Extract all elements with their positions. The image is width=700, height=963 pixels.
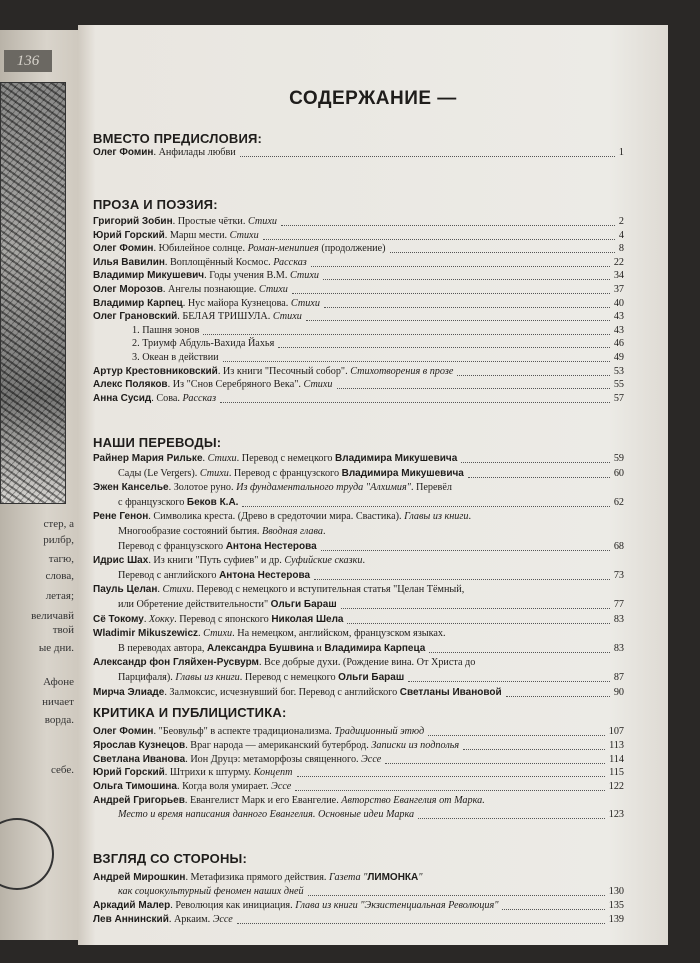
leader-dots	[295, 790, 604, 791]
entry-author: Олег Грановский	[93, 311, 178, 323]
entry-title: . Простые чётки.	[172, 216, 248, 227]
entry-author: Юрий Горский	[93, 767, 165, 779]
toc-entry	[93, 913, 624, 926]
entry-genre: Газета "	[328, 872, 368, 883]
toc-entry	[93, 583, 624, 596]
entry-page-number: 49	[613, 352, 624, 363]
entry-translator: Ольги Бараш	[338, 672, 405, 683]
entry-translator: Николая Шела	[271, 613, 344, 625]
entry-author: Wladimir Mikuszewicz	[93, 628, 199, 640]
entry-author: Райнер Мария Рильке	[93, 453, 203, 464]
entry-page-number: 43	[613, 311, 624, 323]
toc-entry	[93, 725, 624, 738]
leader-dots	[237, 923, 605, 924]
facing-page-fragment: слова,	[45, 570, 74, 582]
leader-dots	[408, 681, 610, 682]
leader-dots	[418, 818, 605, 819]
entry-title: Перевод с французского	[118, 540, 226, 552]
entry-title: Сады (Le Vergers).	[118, 467, 200, 479]
section-heading: КРИТИКА И ПУБЛИЦИСТИКА:	[93, 705, 287, 720]
entry-title: Парцифаля).	[118, 672, 176, 683]
entry-genre: Хокку	[148, 613, 175, 625]
leader-dots	[429, 652, 609, 653]
toc-entry	[93, 242, 624, 255]
leader-dots	[324, 307, 610, 308]
leader-dots	[506, 696, 610, 697]
toc-entry	[93, 627, 624, 640]
toc-entry	[93, 510, 624, 523]
entry-page-number: 135	[608, 900, 624, 911]
entry-title: . Ангелы познающие.	[162, 284, 259, 295]
toc-entry	[93, 269, 624, 282]
entry-author: Сё Токому	[93, 613, 144, 625]
leader-dots	[428, 735, 605, 736]
entry-page-number: 114	[609, 753, 624, 765]
leader-dots	[385, 763, 605, 764]
entry-title: . Враг народа — американский бутерброд.	[185, 739, 372, 751]
toc-entry	[93, 452, 624, 465]
entry-genre: Записки из подполья	[371, 739, 460, 751]
entry-genre: "	[418, 872, 423, 883]
entry-title: Перевод с английского	[118, 569, 220, 581]
entry-translator: Антона Нестерова	[219, 569, 311, 581]
section-heading: ВМЕСТО ПРЕДИСЛОВИЯ:	[93, 131, 263, 146]
leader-dots	[203, 334, 609, 335]
toc-entry	[93, 753, 624, 766]
entry-title: . Из книги "Путь суфиев" и др.	[148, 555, 285, 567]
leader-dots	[311, 266, 610, 267]
entry-genre: Стихи	[207, 453, 237, 464]
entry-page-number: 90	[613, 686, 624, 698]
toc-entry	[93, 766, 624, 779]
entry-author: Пауль Целан	[93, 584, 158, 596]
leader-dots	[341, 608, 610, 609]
toc-subentry	[132, 351, 624, 364]
entry-title: . Перевёл	[410, 482, 452, 494]
entry-genre: как социокультурный феномен наших дней	[118, 886, 304, 897]
facing-page-fragment: стер, а	[43, 518, 74, 530]
entry-genre: Авторство Евангелия от Марка.	[341, 795, 485, 806]
leader-dots	[292, 293, 610, 294]
entry-title: . Нус майора Кузнецова.	[182, 297, 291, 309]
entry-page-number: 139	[608, 914, 624, 925]
entry-title: . Ион Друцэ: метаморфозы священного.	[185, 753, 362, 765]
entry-title: с французского	[118, 496, 187, 508]
entry-title: . Из книги "Песочный собор".	[217, 365, 351, 377]
entry-page-number: 1	[618, 147, 624, 158]
entry-genre: Стихи	[258, 284, 288, 295]
facing-page-fragment: Афоне	[43, 676, 74, 688]
facing-page-fragment: величавй	[31, 610, 74, 622]
entry-author: Алекс Поляков	[93, 379, 168, 391]
entry-genre: Стихи	[290, 297, 320, 309]
section-heading: ВЗГЛЯД СО СТОРОНЫ:	[93, 851, 247, 866]
entry-author: Александр фон Гляйхен-Русвурм	[93, 657, 259, 669]
entry-page-number: 37	[613, 284, 624, 295]
entry-author: Андрей Мирошкин	[93, 872, 186, 883]
entry-page-number: 115	[609, 767, 624, 779]
page-title: СОДЕРЖАНИЕ —	[289, 88, 457, 109]
leader-dots	[337, 388, 610, 389]
entry-title: . Перевод с немецкого и вступительная статья "Целан Тёмный,	[191, 584, 465, 596]
toc-entry-continuation	[118, 540, 624, 553]
entry-author: Григорий Зобин	[93, 216, 173, 227]
entry-page-number: 57	[613, 392, 624, 404]
leader-dots	[281, 225, 615, 226]
facing-page-number: 136	[4, 50, 52, 72]
facing-page	[0, 30, 78, 940]
entry-page-number: 107	[608, 726, 624, 737]
entry-author: Артур Крестовниковский	[93, 365, 218, 377]
entry-title: и	[313, 642, 325, 654]
entry-genre: Стихи	[303, 379, 333, 391]
entry-genre: Эссе	[361, 753, 382, 765]
entry-title: . Залмоксис, исчезнувший бог. Перевод с английского	[164, 686, 400, 698]
entry-genre: Главы из книги	[175, 672, 240, 683]
toc-entry	[93, 899, 624, 912]
entry-page-number: 122	[608, 781, 624, 793]
toc-entry-continuation	[118, 642, 624, 655]
entry-page-number: 60	[613, 467, 624, 479]
entry-page-number: 73	[613, 569, 624, 581]
leader-dots	[323, 279, 610, 280]
entry-page-number: 55	[613, 379, 624, 391]
entry-genre: Роман-менипиея	[247, 243, 319, 255]
entry-page-number: 59	[613, 453, 624, 464]
leader-dots	[297, 776, 606, 777]
entry-title: .	[157, 584, 163, 596]
toc-entry	[93, 378, 624, 391]
entry-genre: Стихи	[203, 628, 233, 640]
entry-genre: Стихотворения в прозе	[350, 365, 454, 377]
toc-entry	[93, 392, 624, 405]
leader-dots	[306, 320, 610, 321]
entry-title: .	[362, 555, 366, 567]
entry-title: . Метафизика прямого действия.	[185, 872, 329, 883]
toc-entry	[93, 656, 624, 669]
toc-entry-continuation	[118, 467, 624, 480]
entry-genre: Эссе	[212, 914, 233, 925]
toc-entry	[93, 794, 624, 807]
facing-page-photo	[0, 82, 66, 504]
leader-dots	[263, 239, 615, 240]
toc-entry	[93, 686, 624, 699]
entry-title: . Перевод с немецкого	[236, 453, 336, 464]
entry-page-number: 130	[608, 886, 624, 897]
entry-title: . Все добрые духи. (Рождение вина. От Христа до	[258, 657, 476, 669]
entry-translator: Светланы Ивановой	[399, 686, 502, 698]
entry-author: Владимир Микушевич	[93, 270, 205, 282]
entry-title: 2. Триумф Абдуль-Вахида Йахья	[132, 338, 275, 350]
entry-genre: Традиционный этюд	[334, 726, 425, 737]
toc-entry-continuation	[118, 525, 624, 538]
entry-page-number: 77	[613, 599, 624, 610]
entry-author: Светлана Иванова	[93, 753, 186, 765]
toc-entry-continuation	[118, 569, 624, 582]
entry-translator: Владимира Карпеца	[324, 642, 426, 654]
leader-dots	[457, 375, 609, 376]
entry-page-number: 113	[609, 739, 624, 751]
toc-subentry	[132, 324, 624, 337]
entry-genre: Стихи	[229, 229, 259, 241]
toc-entry-continuation	[118, 808, 624, 821]
entry-title: . Марш мести.	[164, 229, 230, 241]
entry-author: Владимир Карпец	[93, 297, 183, 309]
toc-entry-continuation	[118, 671, 624, 684]
toc-entry	[93, 310, 624, 323]
entry-author: Идрис Шах	[93, 555, 149, 567]
entry-translator: ЛИМОНКА	[367, 872, 419, 883]
entry-genre: Глава из книги "Экзистенциальная Революция"	[295, 900, 499, 911]
entry-title: .	[143, 613, 149, 625]
entry-genre: Рассказ	[182, 392, 217, 404]
entry-genre: Место и время написания данного Евангелия. Основные идеи Марка	[118, 808, 415, 820]
entry-genre: Эссе	[271, 781, 292, 793]
entry-genre: Стихи	[162, 584, 192, 596]
entry-title: . Юбилейное солнце.	[153, 243, 248, 255]
entry-author: Андрей Григорьев	[93, 795, 185, 806]
leader-dots	[463, 749, 605, 750]
entry-author: Юрий Горский	[93, 229, 165, 241]
entry-author: Рене Генон	[93, 511, 149, 523]
entry-page-number: 83	[613, 642, 624, 654]
facing-page-fragment: твой	[52, 624, 74, 636]
entry-page-number: 22	[613, 256, 624, 268]
toc-entry	[93, 871, 624, 884]
toc-entry	[93, 215, 624, 228]
toc-entry	[93, 297, 624, 310]
entry-title: . Революция как инициация.	[170, 900, 296, 911]
entry-translator: Александра Бушвина	[207, 642, 314, 654]
entry-title: . "Беовульф" в аспекте традиционализма.	[153, 726, 335, 737]
entry-title: .	[202, 453, 208, 464]
entry-genre: Главы из книги	[404, 511, 469, 523]
toc-entry	[93, 365, 624, 378]
leader-dots	[502, 909, 604, 910]
entry-title: . Из "Снов Серебряного Века".	[167, 379, 304, 391]
toc-entry	[93, 739, 624, 752]
entry-genre: Концепт	[253, 767, 293, 779]
entry-page-number: 83	[613, 613, 624, 625]
leader-dots	[347, 623, 609, 624]
entry-author: Олег Морозов	[93, 284, 163, 295]
entry-title: Многообразие состояний бытия.	[118, 526, 262, 537]
entry-translator: Антона Нестерова	[225, 540, 317, 552]
entry-title: (продолжение)	[318, 243, 386, 255]
toc-entry	[93, 229, 624, 242]
facing-page-fragment: ворда.	[44, 714, 74, 726]
entry-title: . Перевод с французского	[228, 467, 342, 479]
entry-translator: Ольги Бараш	[270, 599, 337, 610]
entry-author: Аркадий Малер	[93, 900, 171, 911]
entry-author: Мирча Элиаде	[93, 686, 165, 698]
leader-dots	[242, 506, 609, 507]
entry-title: 1. Пашня эонов	[132, 324, 200, 336]
toc-entry	[93, 481, 624, 494]
entry-title: . Золотое руно.	[168, 482, 237, 494]
entry-page-number: 46	[613, 338, 624, 350]
entry-title: или Обретение действительности"	[118, 599, 271, 610]
entry-page-number: 43	[613, 324, 624, 336]
entry-author: Ольга Тимошина	[93, 781, 177, 793]
section-heading: ПРОЗА И ПОЭЗИЯ:	[93, 197, 218, 212]
leader-dots	[220, 402, 610, 403]
leader-dots	[314, 579, 610, 580]
entry-title: . Сова.	[151, 392, 183, 404]
entry-page-number: 68	[613, 540, 624, 552]
entry-title: 3. Океан в действии	[132, 352, 219, 363]
entry-author: Илья Вавилин	[93, 256, 165, 268]
entry-author: Анна Сусид	[93, 392, 152, 404]
entry-title: . Перевод с японского	[174, 613, 272, 625]
entry-author: Лев Аннинский	[93, 914, 169, 925]
entry-title: .	[322, 526, 326, 537]
entry-author: Олег Фомин	[93, 726, 154, 737]
toc-entry	[93, 554, 624, 567]
entry-genre: Стихи	[199, 467, 229, 479]
entry-translator: Беков К.А.	[186, 496, 239, 508]
facing-page-fragment: ничает	[42, 696, 74, 708]
facing-page-fragment: рилбр,	[43, 534, 74, 546]
facing-page-fragment: себе.	[51, 764, 74, 776]
leader-dots	[468, 477, 610, 478]
entry-genre: Стихи	[247, 216, 277, 227]
toc-entry-continuation	[118, 496, 624, 509]
toc-subentry	[132, 337, 624, 350]
entry-title: .	[468, 511, 472, 523]
entry-author: Ярослав Кузнецов	[93, 739, 186, 751]
entry-author: Олег Фомин	[93, 243, 154, 255]
entry-page-number: 87	[613, 672, 624, 683]
facing-page-fragment: летая;	[45, 590, 74, 602]
section-heading: НАШИ ПЕРЕВОДЫ:	[93, 435, 222, 450]
entry-title: .	[198, 628, 204, 640]
leader-dots	[278, 347, 610, 348]
leader-dots	[390, 252, 615, 253]
entry-page-number: 53	[613, 365, 624, 377]
entry-title: . Перевод с немецкого	[239, 672, 339, 683]
entry-title: В переводах автора,	[118, 642, 208, 654]
toc-entry	[93, 146, 624, 159]
entry-page-number: 62	[613, 496, 624, 508]
entry-title: . Символика креста. (Древо в средоточии мира. Свастика).	[148, 511, 405, 523]
leader-dots	[308, 895, 605, 896]
toc-entry-continuation	[118, 885, 624, 898]
toc-entry	[93, 256, 624, 269]
entry-page-number: 8	[618, 243, 624, 255]
entry-title: . Годы учения В.М.	[204, 270, 290, 282]
entry-genre: Суфийские сказки	[284, 555, 363, 567]
entry-genre: Стихи	[289, 270, 319, 282]
entry-author: Эжен Канселье	[93, 482, 169, 494]
entry-title: . БЕЛАЯ ТРИШУЛА.	[177, 311, 273, 323]
leader-dots	[223, 361, 610, 362]
facing-page-circle-mark	[0, 818, 54, 890]
facing-page-fragment: ые дни.	[38, 642, 74, 654]
toc-entry	[93, 780, 624, 793]
entry-page-number: 34	[613, 270, 624, 282]
entry-genre: Вводная глава	[261, 526, 323, 537]
entry-title: . На немецком, английском, французском языках.	[232, 628, 446, 640]
entry-title: . Аркаим.	[168, 914, 213, 925]
entry-title: . Анфилады любви	[153, 147, 236, 158]
entry-author: Олег Фомин	[93, 147, 154, 158]
entry-page-number: 4	[618, 229, 624, 241]
entry-title: . Евангелист Марк и его Евангелие.	[184, 795, 342, 806]
leader-dots	[321, 550, 610, 551]
toc-entry	[93, 283, 624, 296]
entry-genre: Рассказ	[273, 256, 307, 268]
entry-page-number: 2	[618, 216, 624, 227]
entry-title: . Когда воля умирает.	[176, 781, 272, 793]
entry-genre: Из фундаментального труда "Алхимия"	[236, 482, 411, 494]
toc-entry-continuation	[118, 598, 624, 611]
entry-title: . Штрихи к штурму.	[164, 767, 254, 779]
facing-page-fragment: тагю,	[48, 553, 74, 565]
entry-title: . Воплощённый Космос.	[164, 256, 274, 268]
entry-page-number: 40	[613, 297, 624, 309]
leader-dots	[461, 462, 610, 463]
contents-page	[78, 25, 668, 945]
entry-translator: Владимира Микушевича	[335, 453, 458, 464]
entry-genre: Стихи	[272, 311, 302, 323]
leader-dots	[240, 156, 615, 157]
entry-page-number: 123	[608, 808, 624, 820]
entry-translator: Владимира Микушевича	[341, 467, 464, 479]
toc-entry	[93, 613, 624, 626]
